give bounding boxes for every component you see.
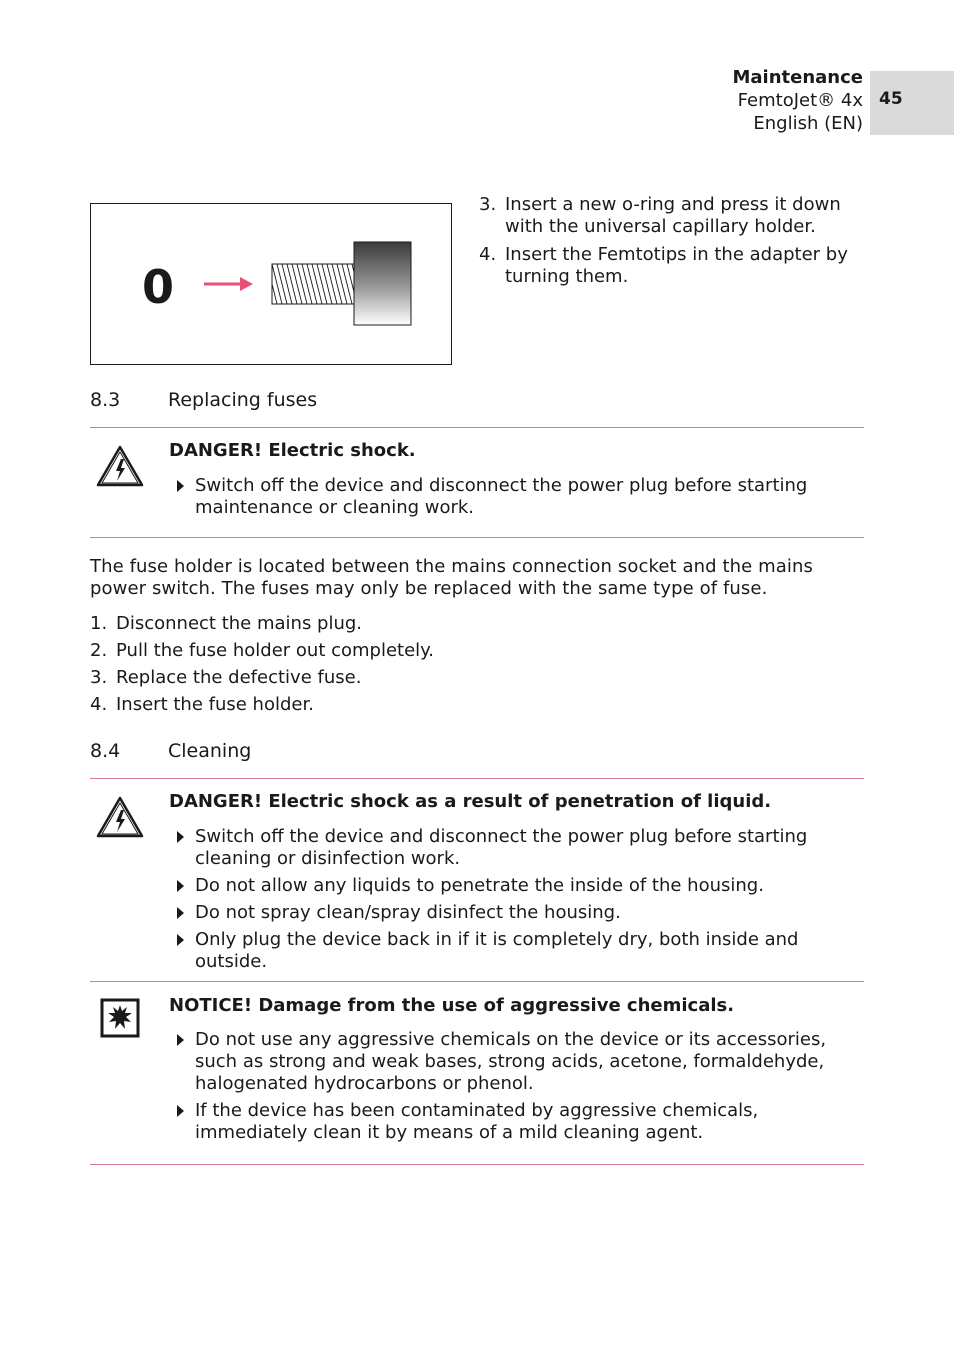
divider: [90, 427, 864, 428]
section-title: Replacing fuses: [168, 389, 318, 411]
list-item: Only plug the device back in if it is completely dry, both inside and outside.: [169, 929, 864, 973]
bullet-arrow-icon: [177, 934, 184, 946]
capillary-holder-cap: [354, 242, 411, 325]
fuse-steps-list: [90, 613, 864, 716]
bullet-arrow-icon: [177, 880, 184, 892]
notice-damage-icon: [100, 998, 140, 1042]
notice-bullets: [169, 1029, 864, 1149]
list-item: Do not use any aggressive chemicals on the device or its accessories, such as strong and weak bases, strong acids, acetone, formaldehyde, halogenated hydrocarbons or phenol.: [169, 1029, 864, 1095]
danger-title: DANGER! Electric shock.: [169, 440, 416, 461]
danger-bullets: [169, 826, 864, 978]
list-item: If the device has been contaminated by aggressive chemicals, immediately clean it by means of a mild cleaning agent.: [169, 1100, 864, 1144]
section-heading-8-3: [90, 388, 490, 412]
bullet-arrow-icon: [177, 1034, 184, 1046]
list-item: Switch off the device and disconnect the power plug before starting maintenance or cleaning work.: [169, 475, 864, 519]
list-item: Switch off the device and disconnect the power plug before starting cleaning or disinfection work.: [169, 826, 864, 870]
bullet-arrow-icon: [177, 1105, 184, 1117]
list-item: 4. Insert the fuse holder.: [90, 694, 314, 715]
list-item: Do not allow any liquids to penetrate the inside of the housing.: [169, 875, 864, 897]
o-ring-label: 0: [141, 260, 175, 314]
list-item: 3. Insert a new o-ring and press it down with the universal capillary holder.: [479, 194, 841, 237]
divider: [90, 981, 864, 982]
list-item: 4. Insert the Femtotips in the adapter by turning them.: [479, 244, 848, 287]
list-item: 3. Replace the defective fuse.: [90, 667, 362, 688]
bullet-arrow-icon: [177, 480, 184, 492]
section-title: Cleaning: [168, 740, 252, 762]
list-item: 1. Disconnect the mains plug.: [90, 613, 363, 634]
direction-arrow-head: [240, 277, 253, 291]
notice-title: NOTICE! Damage from the use of aggressive chemicals.: [169, 995, 735, 1016]
bullet-arrow-icon: [177, 907, 184, 919]
fuse-holder-paragraph: The fuse holder is located between the mains connection socket and the mains power switch. The fuses may only be replaced with the same type of fuse.: [90, 556, 813, 599]
header-product-name: FemtoJet® 4x: [737, 90, 863, 111]
list-item: 2. Pull the fuse holder out completely.: [90, 640, 434, 661]
steps-list-top: [479, 194, 859, 288]
divider: [90, 778, 864, 779]
o-ring-figure: [90, 203, 452, 365]
page-number: 45: [879, 89, 903, 109]
electric-shock-warning-icon: [96, 444, 144, 492]
divider: [90, 537, 864, 538]
danger-bullets: [169, 475, 864, 524]
page-number-tab: [870, 71, 954, 135]
divider: [90, 1164, 864, 1165]
danger-title: DANGER! Electric shock as a result of penetration of liquid.: [169, 791, 772, 812]
header-language: English (EN): [753, 113, 863, 134]
electric-shock-warning-icon: [96, 795, 144, 843]
bullet-arrow-icon: [177, 831, 184, 843]
header-section-title: Maintenance: [732, 67, 863, 88]
list-item: Do not spray clean/spray disinfect the housing.: [169, 902, 864, 924]
o-ring-illustration: [91, 204, 451, 364]
section-heading-8-4: [90, 739, 490, 763]
section-number: 8.4: [90, 740, 121, 762]
section-number: 8.3: [90, 389, 121, 411]
